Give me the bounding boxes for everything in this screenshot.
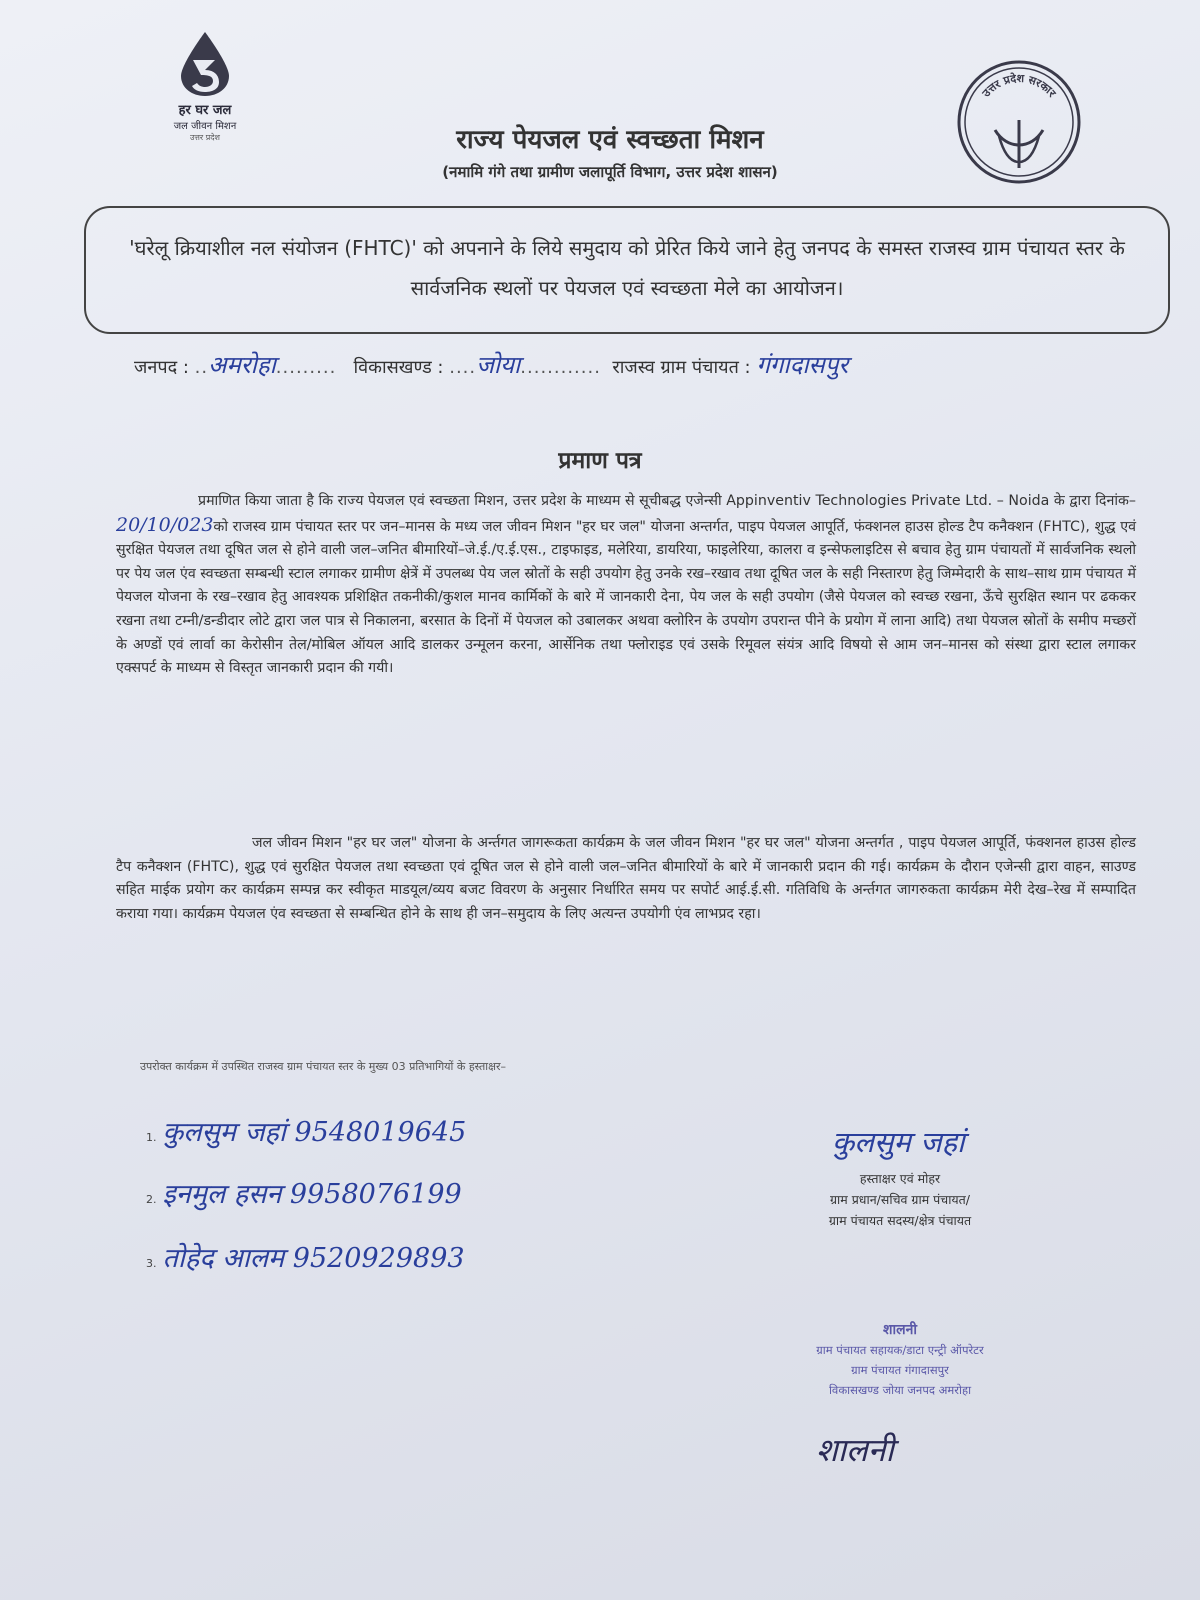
panchayat-value: गंगादासपुर xyxy=(756,351,849,379)
block-label: विकासखण्ड : xyxy=(353,357,444,378)
stamp-name: शालनी xyxy=(882,1322,918,1338)
signatory-line-1: हस्ताक्षर एवं मोहर xyxy=(859,1171,941,1186)
water-drop-icon xyxy=(175,30,235,98)
signatory-line-2: ग्राम प्रधान/सचिव ग्राम पंचायत/ xyxy=(829,1192,971,1207)
certificate-paragraph-1 xyxy=(116,490,1136,681)
block-value: जोया xyxy=(476,351,521,379)
har-ghar-jal-logo xyxy=(150,30,260,143)
certificate-title: प्रमाण पत्र xyxy=(558,448,642,474)
participant-signature: तोहेद आलम 9520929893 xyxy=(162,1243,465,1274)
stamp-line-1: ग्राम पंचायत सहायक/डाटा एन्ट्री ऑपरेटर xyxy=(816,1343,984,1357)
certificate-paragraph-2: जल जीवन मिशन "हर घर जल" योजना के अर्न्तगत जागरूकता कार्यक्रम के जल जीवन मिशन "हर घर जल" योजना अन्तर्गत , पाइप पेयजल आपूर्ति, फंक्शनल हाउस होल्ड टैप कनैक्शन (FHTC), शुद्ध एवं सुरक्षित पेयजल तथा स्वच्छता एवं दूषित जल से होने वाली जल–जनित बीमारियों के बारे में जानकारी प्रदान की गई। कार्यक्रम के दौरान एजेन्सी द्वारा वाहन, साउण्ड सहित माईक प्रयोग कर कार्यक्रम सम्पन्न कर स्वीकृत माडयूल/व्यय बजट विवरण के अनुसार निर्धारित समय पर सपोर्ट आई.ई.सी. गतिविधि के अर्न्तगत जागरुकता कार्यक्रम मेरी देख–रेख में सम्पादित कराया गया। कार्यक्रम पेयजल एंव स्वच्छता से सम्बन्धित होने के साथ ही जन–समुदाय के लिए अत्यन्त उपयोगी एंव लाभप्रद रहा। xyxy=(116,835,1136,922)
official-stamp xyxy=(740,1320,1060,1400)
page-subtitle: (नमामि गंगे तथा ग्रामीण जलापूर्ति विभाग, उत्तर प्रदेश शासन) xyxy=(442,163,778,181)
pradhan-signature: कुलसुम जहां xyxy=(832,1125,965,1159)
event-banner-text: 'घरेलू क्रियाशील नल संयोजन (FHTC)' को अपनाने के लिये समुदाय को प्रेरित किये जाने हेतु जनपद के समस्त राजस्व ग्राम पंचायत स्तर के सार्वजनिक स्थलों पर पेयजल एवं स्वच्छता मेले का आयोजन। xyxy=(129,236,1125,300)
logo-caption-3: उत्तर प्रदेश xyxy=(190,133,220,142)
participant-1 xyxy=(146,1112,466,1149)
district-label: जनपद : xyxy=(134,357,189,378)
participants-label: उपरोक्त कार्यक्रम में उपस्थित राजस्व ग्राम पंचायत स्तर के मुख्य 03 प्रतिभागियों के हस्ताक्षर– xyxy=(140,1060,506,1073)
participant-signature: इनमुल हसन 9958076199 xyxy=(162,1179,462,1210)
participant-2 xyxy=(146,1174,462,1211)
stamp-line-3: विकासखण्ड जोया जनपद अमरोहा xyxy=(828,1383,972,1397)
district-value: अमरोहा xyxy=(208,351,276,379)
participant-signature: कुलसुम जहां 9548019645 xyxy=(162,1117,467,1148)
participant-number: 3. xyxy=(146,1257,157,1270)
paragraph-1-part-a: प्रमाणित किया जाता है कि राज्य पेयजल एवं स्वच्छता मिशन, उत्तर प्रदेश के माध्यम से सूचीबद्ध एजेन्सी Appinventiv Technologies Private Ltd. – Noida के द्वारा दिनांक– xyxy=(198,493,1136,509)
participant-3 xyxy=(146,1238,465,1275)
up-government-seal xyxy=(955,58,1083,186)
assistant-signature: शालनी xyxy=(816,1431,894,1469)
page-title: राज्य पेयजल एवं स्वच्छता मिशन xyxy=(456,125,764,155)
participant-number: 1. xyxy=(146,1131,157,1144)
location-fields: जनपद : ..अमरोहा......... विकासखण्ड : ....जोया............ राजस्व ग्राम पंचायत : गंगादासपुर xyxy=(134,351,849,379)
stamp-line-2: ग्राम पंचायत गंगादासपुर xyxy=(851,1363,949,1377)
paragraph-1-part-b: को राजस्व ग्राम पंचायत स्तर पर जन–मानस के मध्य जल जीवन मिशन "हर घर जल" योजना अन्तर्गत, पाइप पेयजल आपूर्ति, फंक्शनल हाउस होल्ड टैप कनैक्शन (FHTC), शुद्ध एवं सुरक्षित पेयजल तथा दूषित जल से होने वाली जल–जनित बीमारियों–जे.ई./ए.ई.एस., टाइफाइड, मलेरिया, डायरिया, फाइलेरिया, कालरा व इन्सेफलाइटिस से बचाव हेतु ग्राम पंचायतों में सार्वजनिक स्थलो पर पेय जल एंव स्वच्छता सम्बन्धी स्टाल लगाकर ग्रामीण क्षेत्रें में उपलब्ध पेय जल स्रोतों के सही उपयोग हेतु उनके रख–रखाव तथा दूषित जल के सही निस्तारण हेतु जिम्मेदारी के साथ–साथ ग्राम पंचायत में पेयजल योजना के रख–रखाव हेतु आवश्यक प्रशिक्षित तकनीकी/कुशल मानव कार्मिकों के बारे में जानकारी देना, पेय जल के सही उपयोग (जैसे पेयजल को स्वच्छ रखना, ऊँचे सुरक्षित स्थान पर ढककर रखना तथा टम्नी/डन्डीदार लोटे द्वारा जल पात्र से निकालना, बरसात के दिनों में पेयजल को उबालकर अथवा क्लोरिन के उपयोग उपरान्त पीने के प्रयोग में लाना आदि) तथा पेयजल स्रोतों के समीप मच्छरों के अण्डों एवं लार्वा का केरोसीन तेल/मोबिल ऑयल आदि डालकर उन्मूलन करना, आर्सेनिक तथा फ्लोराइड एवं उसके रिमूवल संयंत्र आदि विषयो से आम जन–मानस को संस्था द्वारा स्टाल लगाकर एक्सपर्ट के माध्यम से विस्तृत जानकारी प्रदान की गयी। xyxy=(116,518,1136,677)
logo-caption-2: जल जीवन मिशन xyxy=(173,121,237,132)
event-date: 20/10/023 xyxy=(116,513,214,536)
signatory-block xyxy=(770,1168,1030,1231)
event-banner xyxy=(84,206,1170,334)
svg-text:उत्तर प्रदेश सरकार: उत्तर प्रदेश सरकार xyxy=(979,71,1059,100)
participant-number: 2. xyxy=(146,1193,157,1206)
panchayat-label: राजस्व ग्राम पंचायत : xyxy=(612,357,751,378)
logo-caption-1: हर घर जल xyxy=(178,103,232,118)
signatory-line-3: ग्राम पंचायत सदस्य/क्षेत्र पंचायत xyxy=(828,1213,972,1228)
